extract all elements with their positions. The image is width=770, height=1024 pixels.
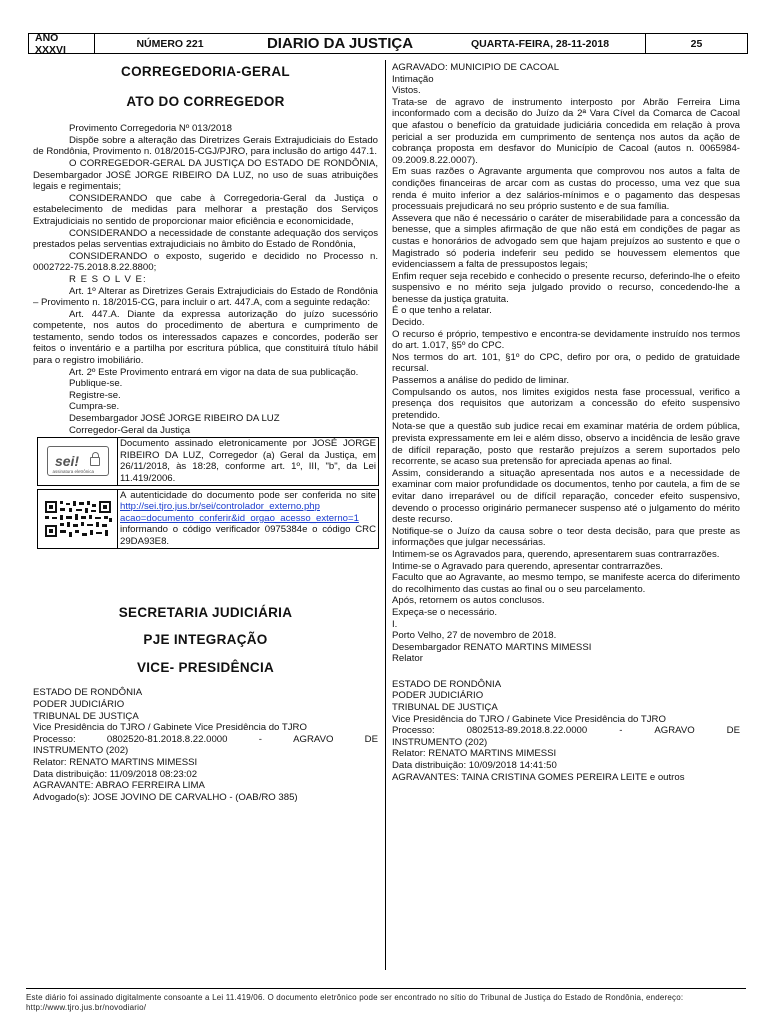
article-1: Art. 1º Alterar as Diretrizes Gerais Extrajudiciais do Estado de Rondônia – Provimento n. 18/2015-CG, para incluir o art. 447.A, com a seguinte redação: (33, 285, 378, 309)
right-process-dash: - (619, 725, 623, 737)
left-process-number: 0802520-81.2018.8.22.0000 (106, 733, 228, 745)
signature-statement: Documento assinado eletronicamente por JOSÉ JORGE RIBEIRO DA LUZ, Corregedor (a) Geral da Justiça, em 26/11/2018, às 18:28, conforme art. 1º, III, "b", da Lei 11.419/2006. (120, 438, 376, 484)
left-advogado: Advogado(s): JOSE JOVINO DE CARVALHO - (OAB/RO 385) (33, 791, 298, 803)
paragraph-compulsando: Compulsando os autos, nos limites exigidos nesta fase processual, verifico a presença dos requisitos que autorizam a concessão do efeito suspensivo pretendido. (392, 386, 740, 421)
right-header-court: TRIBUNAL DE JUSTIÇA (392, 702, 498, 714)
column-divider (385, 60, 386, 970)
considerando-2: CONSIDERANDO a necessidade de constante adequação dos serviços prestados pelas serventias extrajudiciais no âmbito do Estado de Rondônia, (33, 227, 378, 251)
page-header (28, 33, 748, 54)
left-header-state: ESTADO DE RONDÔNIA (33, 687, 143, 699)
left-process-dash: - (258, 733, 262, 745)
considerando-3: CONSIDERANDO o exposto, sugerido e decidido no Processo n. 0002722-75.2018.8.22.8800; (33, 250, 378, 274)
right-process-number: 0802513-89.2018.8.22.0000 (466, 725, 588, 737)
cumpra-se: Cumpra-se. (69, 401, 120, 413)
left-relator: Relator: RENATO MARTINS MIMESSI (33, 756, 198, 768)
right-process-type-a: AGRAVO (654, 725, 695, 737)
paragraph-recurso: O recurso é próprio, tempestivo e encontra-se devidamente instruído nos termos do art. 1.017, §5º do CPC. (392, 328, 740, 352)
right-process-type-b: DE (726, 725, 740, 737)
signatory-name: Desembargador JOSÉ JORGE RIBEIRO DA LUZ (69, 413, 280, 425)
paragraph-liminar: Passemos a análise do pedido de liminar. (392, 375, 570, 387)
article-2: Art. 2º Este Provimento entrará em vigor na data de sua publicação. (69, 366, 359, 378)
qr-code-cell (38, 490, 118, 548)
electronic-signature-box (37, 437, 379, 485)
section-title-corregedoria: CORREGEDORIA-GERAL (121, 64, 290, 79)
sei-logo-text: sei! (54, 452, 80, 469)
right-signatory-name: Desembargador RENATO MARTINS MIMESSI (392, 641, 592, 653)
left-office: Vice Presidência do TJRO / Gabinete Vice Presidência do TJRO (33, 722, 307, 734)
right-header-power: PODER JUDICIÁRIO (392, 690, 484, 702)
paragraph-gratuidade: Nos termos do art. 101, §1º do CPC, defiro por ora, o pedido de gratuidade recursal. (392, 351, 740, 375)
provimento-number: Provimento Corregedoria Nº 013/2018 (69, 123, 232, 135)
section-title-vice-presidencia: VICE- PRESIDÊNCIA (136, 659, 275, 675)
section-title-secretaria: SECRETARIA JUDICIÁRIA (118, 604, 293, 620)
footer-rule (26, 988, 746, 989)
sei-logo (38, 438, 118, 484)
right-relator: Relator: RENATO MARTINS MIMESSI (392, 748, 557, 760)
authenticity-statement (118, 490, 378, 548)
signatory-role: Corregedor-Geral da Justiça (69, 424, 191, 436)
right-header-state: ESTADO DE RONDÔNIA (392, 678, 502, 690)
sei-logo-subtext: assinatura eletrônica (52, 468, 95, 474)
paragraph-requer: Enfim requer seja recebido e conhecido o presente recurso, deferindo-lhe o efeito suspensivo e no mérito seja julgado provido o recurso, concedendo-lhe a benesse da justiça gratuita. (392, 270, 740, 305)
section-title-pje: PJE INTEGRAÇÃO (143, 632, 268, 648)
right-signatory-role: Relator (392, 653, 423, 665)
header-number: NÚMERO 221 (136, 37, 204, 50)
header-page-number: 25 (645, 34, 747, 53)
right-process-class: INSTRUMENTO (202) (392, 736, 488, 748)
paragraph-assim: Assim, considerando a situação apresentada nos autos e a necessidade de examinar com maior profundidade os documentos, tenho por cautela, a fim de se evitar dano irreparável ou de difícil reparação, conceder efeito suspensivo, devendo o processo originário permanecer suspenso até o julgamento do mérito deste recurso. (392, 467, 740, 526)
left-process-type-b: DE (364, 733, 378, 745)
paragraph-retornem: Após, retornem os autos conclusos. (392, 595, 545, 607)
right-distribution-date: Data distribuição: 10/09/2018 14:41:50 (392, 760, 557, 772)
intimacao: Intimação (392, 73, 434, 85)
paragraph-summary: Trata-se de agravo de instrumento interposto por Abrão Ferreira Lima inconformado com a decisão do Juízo da 2ª Vara Cível da Comarca de Cacoal que afastou o benefício da gratuidade judiciária concedida em relação à prova pericial a ser produzida em cumprimento de sentença nos autos da ação de cobrança proposta em desfavor do Município de Cacoal (autos n. 0065984-09.2009.8.22.0007). (392, 96, 740, 166)
right-column (392, 62, 740, 783)
paragraph-nota: Nota-se que a questão sub judice recai em examinar matéria de ordem pública, prevista expressamente em lei e além disso, observo a incidência de lesão grave de difícil reparação, posto que restarão prejuízos a serem suportados pelo recorrente, se acaso sua pretensão for apreciada apenas ao final. (392, 421, 740, 468)
right-office: Vice Presidência do TJRO / Gabinete Vice Presidência do TJRO (392, 713, 666, 725)
header-year: ANO XXXVI (29, 34, 95, 53)
left-header-court: TRIBUNAL DE JUSTIÇA (33, 710, 139, 722)
authenticity-box (37, 489, 379, 549)
qr-code-icon (43, 499, 113, 539)
left-process-type-a: AGRAVO (293, 733, 334, 745)
authenticity-text-a: A autenticidade do documento pode ser conferida no site (120, 489, 376, 501)
article-447a: Art. 447.A. Diante da expressa autorização do juízo sucessório competente, nos autos do procedimento de abertura e cumprimento de testamento, sendo todos os interessados capazes e concordes, poderão ser feitos o inventário e a partilha por escritura pública, que constituirá título hábil para o registro imobiliário. (33, 308, 378, 367)
authenticity-link[interactable]: http://sei.tjro.jus.br/sei/controlador_externo.php acao=documento_conferir&id_orgao_acesso_externo=1 (120, 501, 359, 524)
page-footer: Este diário foi assinado digitalmente consoante a Lei 11.419/06. O documento eletrônico pode ser encontrado no sítio do Tribunal de Justiça do Estado de Rondônia, endereço: http://www.tjro.jus.br/novodiario/ (26, 993, 684, 1012)
left-column (33, 62, 378, 803)
left-process-line (33, 734, 378, 746)
paragraph-notifique: Notifique-se o Juízo da causa sobre o teor desta decisão, para que preste as informações que julgar necessárias. (392, 525, 740, 549)
provimento-summary: Dispõe sobre a alteração das Diretrizes Gerais Extrajudiciais do Estado de Rondônia, Provimento n. 018/2015-CGJ/PJRO, para inclusão do artigo 447.1. (33, 134, 378, 158)
paragraph-faculto: Faculto que ao Agravante, ao mesmo tempo, se manifeste acerca do diferimento do recolhimento das custas ao final ou o seu parcelamento. (392, 572, 740, 595)
place-date: Porto Velho, 27 de novembro de 2018. (392, 630, 557, 642)
authenticity-text-b: informando o código verificador 0975384e o código CRC 29DA93E8. (120, 524, 376, 547)
left-distribution-date: Data distribuição: 11/09/2018 08:23:02 (33, 768, 198, 780)
right-process-label: Processo: (392, 725, 435, 737)
paragraph-relatar: É o que tenho a relatar. (392, 305, 492, 317)
paragraph-intimem: Intimem-se os Agravados para, querendo, apresentarem suas contrarrazões. (392, 548, 720, 560)
paragraph-decido: Decido. (392, 317, 425, 329)
paragraph-i: I. (392, 618, 398, 630)
lock-icon (90, 457, 100, 466)
left-header-power: PODER JUDICIÁRIO (33, 698, 125, 710)
header-journal-title: DIARIO DA JUSTIÇA (266, 35, 414, 52)
left-process-class: INSTRUMENTO (202) (33, 745, 129, 757)
paragraph-assevera: Assevera que não é necessário o caráter de miserabilidade para a concessão da benesse, que a simples afirmação de que não está em condições de pagar as custas e honorários de advogado sem que hajam prejuízos ao sustento e que o Magistrado só poderia indeferir seu pedido se houvessem elementos que evidenciassem a falta de pressupostos legais; (392, 212, 740, 271)
agravado: AGRAVADO: MUNICIPIO DE CACOAL (392, 62, 560, 73)
right-agravantes: AGRAVANTES: TAINA CRISTINA GOMES PEREIRA LEITE e outros (392, 771, 685, 783)
paragraph-intime: Intime-se o Agravado para querendo, apresentar contrarrazões. (392, 560, 663, 572)
act-title: ATO DO CORREGEDOR (126, 93, 285, 109)
right-process-line (392, 725, 740, 737)
left-process-label: Processo: (33, 733, 76, 745)
preamble: O CORREGEDOR-GERAL DA JUSTIÇA DO ESTADO DE RONDÔNIA, Desembargador JOSÉ JORGE RIBEIRO DA LUZ, no uso de suas atribuições legais e regimentais; (33, 157, 378, 193)
registre-se: Registre-se. (69, 389, 121, 401)
resolve-heading: R E S O L V E: (69, 273, 147, 285)
vistos: Vistos. (392, 85, 421, 97)
paragraph-reasons: Em suas razões o Agravante argumenta que comprovou nos autos a falta de condições financeiras de arcar com as custas do processo, uma vez que sua renda é muito inferior a dez salários-mínimos e o pagamento das despesas processuais prejudicará no seu próprio sustento e de sua família. (392, 166, 740, 213)
header-date: QUARTA-FEIRA, 28-11-2018 (470, 37, 610, 50)
paragraph-expeca: Expeça-se o necessário. (392, 606, 498, 618)
considerando-1: CONSIDERANDO que cabe à Corregedoria-Geral da Justiça o estabelecimento de medidas para melhorar a prestação dos Serviços Extrajudiciais no sentido de proporcionar maior eficiência e economicidade, (33, 192, 378, 227)
publique-se: Publique-se. (69, 378, 123, 390)
left-agravante: AGRAVANTE: ABRAO FERREIRA LIMA (33, 780, 205, 792)
